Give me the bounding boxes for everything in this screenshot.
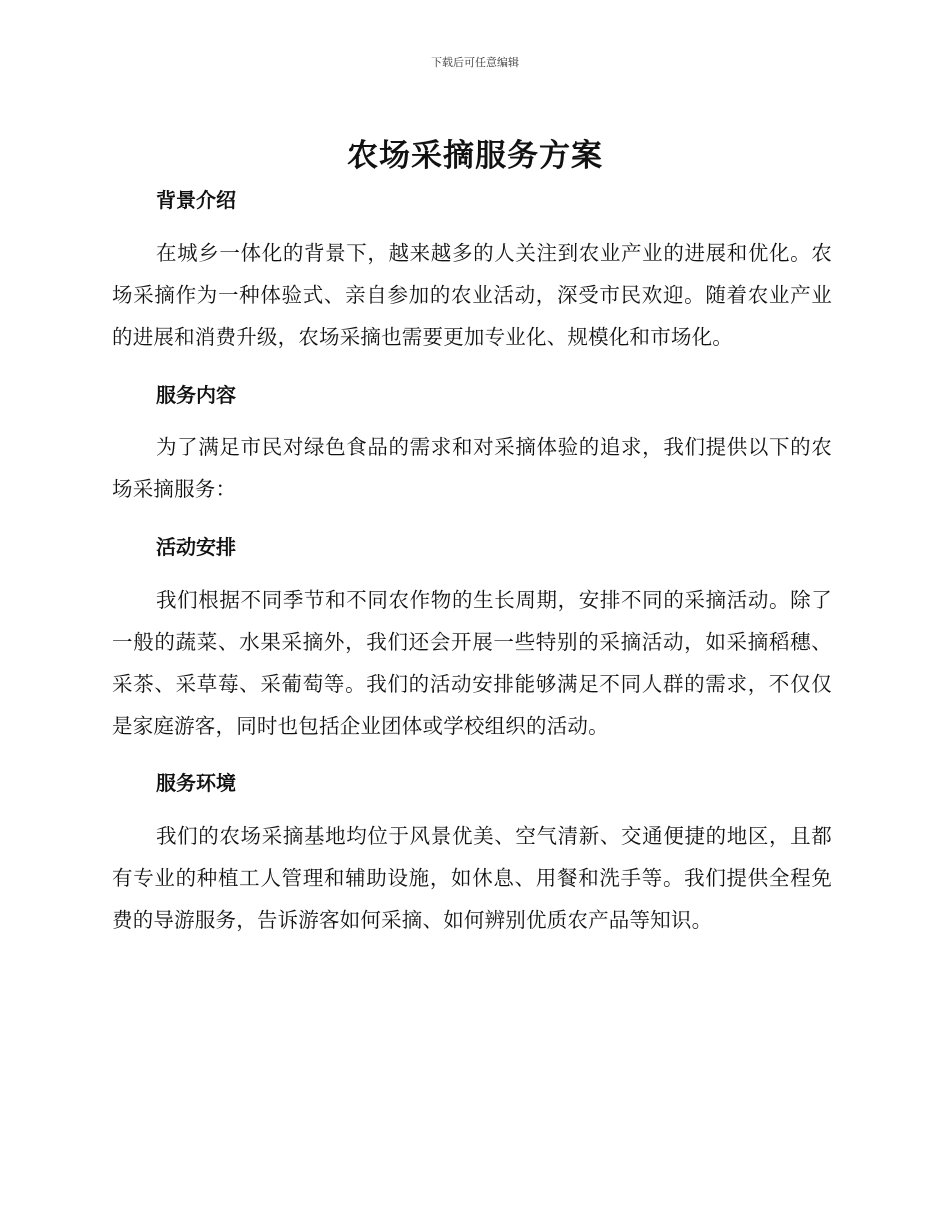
section-heading-service-environment: 服务环境	[156, 771, 236, 795]
section-body-service-environment: 我们的农场采摘基地均位于风景优美、空气清新、交通便捷的地区，且都有专业的种植工人管理和辅助设施，如休息、用餐和洗手等。我们提供全程免费的导游服务，告诉游客如何采摘、如何辨别优质农产品等知识。	[112, 824, 832, 932]
section-heading-activity-arrangement: 活动安排	[156, 535, 236, 559]
section-body-background: 在城乡一体化的背景下，越来越多的人关注到农业产业的进展和优化。农场采摘作为一种体验式、亲自参加的农业活动，深受市民欢迎。随着农业产业的进展和消费升级，农场采摘也需要更加专业化、规模化和市场化。	[112, 241, 832, 349]
page-header-note: 下载后可任意编辑	[431, 56, 519, 69]
section-body-activity-arrangement: 我们根据不同季节和不同农作物的生长周期，安排不同的采摘活动。除了一般的蔬菜、水果采摘外，我们还会开展一些特别的采摘活动，如采摘稻穗、采茶、采草莓、采葡萄等。我们的活动安排能够满足不同人群的需求，不仅仅是家庭游客，同时也包括企业团体或学校组织的活动。	[112, 588, 832, 738]
document-title: 农场采摘服务方案	[347, 138, 603, 174]
section-heading-background: 背景介绍	[156, 188, 236, 212]
section-heading-service-content: 服务内容	[156, 383, 236, 407]
section-body-service-content: 为了满足市民对绿色食品的需求和对采摘体验的追求，我们提供以下的农场采摘服务：	[112, 435, 832, 501]
